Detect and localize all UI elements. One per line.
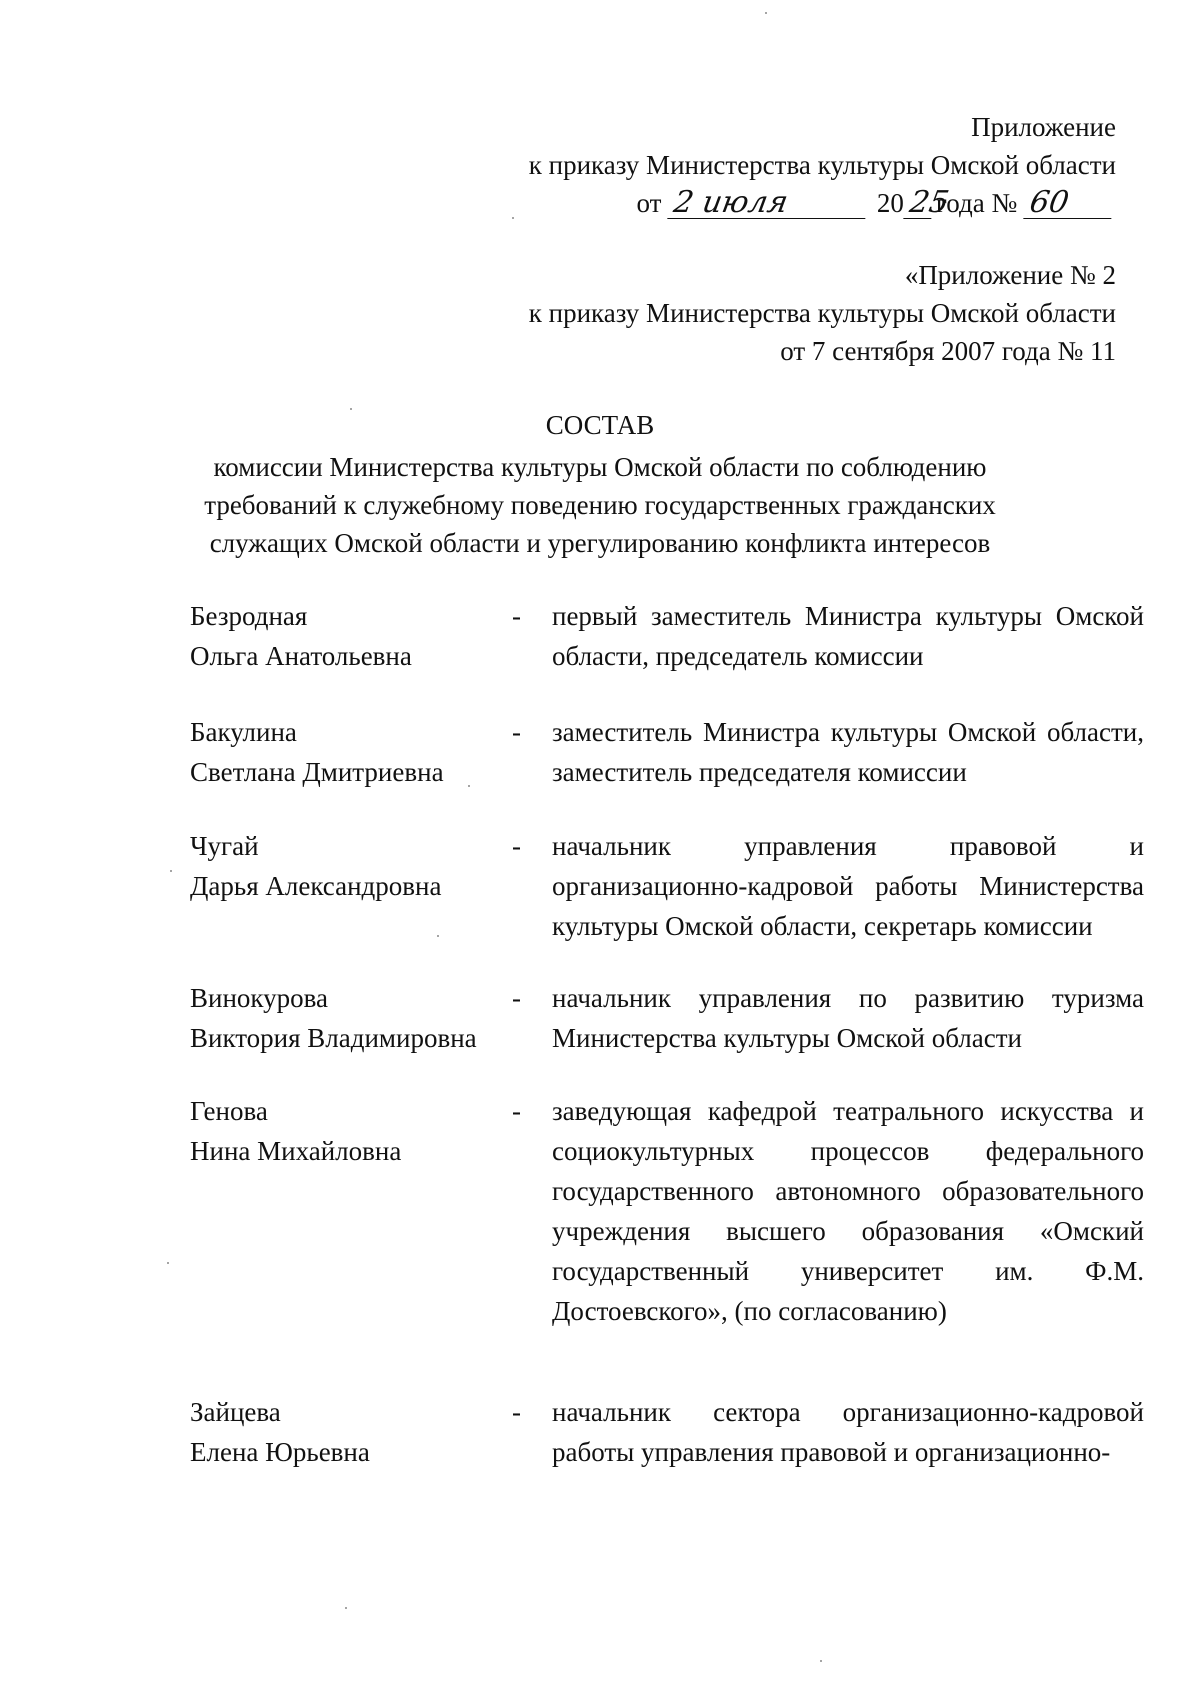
member-given-names: Дарья Александровна xyxy=(190,871,442,901)
handwritten-order-number: 60 xyxy=(1023,188,1116,219)
member-surname: Генова xyxy=(190,1096,268,1126)
member-dash: - xyxy=(512,1096,521,1126)
scan-speck xyxy=(512,217,514,219)
header-date-prefix: от xyxy=(636,188,662,218)
member-dash: - xyxy=(512,983,521,1013)
header-year-suffix: года № xyxy=(935,188,1018,218)
member-given-names: Ольга Анатольевна xyxy=(190,641,412,671)
scan-speck xyxy=(345,1607,347,1609)
document-subtitle-line-1: комиссии Министерства культуры Омской области по соблюдению xyxy=(213,452,987,482)
member-dash: - xyxy=(512,831,521,861)
member-description: заведующая кафедрой театрального искусства и социокультурных процессов федерального государственного автономного образовательного учреждения высшего образования «Омский государственный университет им. Ф.М. Достоевского», (по согласованию) xyxy=(552,1096,1144,1326)
handwritten-year: 25 xyxy=(903,188,936,219)
scan-speck xyxy=(437,935,439,937)
header-year-prefix: 20 xyxy=(876,188,904,218)
scan-speck xyxy=(765,12,767,14)
member-given-names: Нина Михайловна xyxy=(190,1136,402,1166)
member-surname: Чугай xyxy=(190,831,259,861)
member-surname: Винокурова xyxy=(190,983,329,1013)
member-dash: - xyxy=(512,1397,521,1427)
annex-date: от 7 сентября 2007 года № 11 xyxy=(780,336,1116,366)
annex-order-reference: к приказу Министерства культуры Омской области xyxy=(528,298,1116,328)
member-description: первый заместитель Министра культуры Омской области, председатель комиссии xyxy=(552,601,1144,671)
scan-speck xyxy=(468,785,470,787)
member-surname: Безродная xyxy=(190,601,308,631)
scan-speck xyxy=(820,1660,822,1662)
header-order-reference: к приказу Министерства культуры Омской области xyxy=(528,150,1116,180)
scan-speck xyxy=(167,1262,169,1264)
handwritten-date: 2 июля xyxy=(667,188,870,219)
member-surname: Бакулина xyxy=(190,717,297,747)
scan-speck xyxy=(170,870,172,872)
member-given-names: Светлана Дмитриевна xyxy=(190,757,444,787)
scan-speck xyxy=(350,408,352,410)
member-description: начальник управления по развитию туризма Министерства культуры Омской области xyxy=(552,983,1144,1053)
document-heading: СОСТАВ xyxy=(545,410,655,440)
member-dash: - xyxy=(512,717,521,747)
member-given-names: Елена Юрьевна xyxy=(190,1437,370,1467)
member-description: начальник управления правовой и организационно-кадровой работы Министерства культуры Омской области, секретарь комиссии xyxy=(552,831,1144,941)
document-subtitle-line-3: служащих Омской области и урегулированию конфликта интересов xyxy=(209,528,991,558)
member-given-names: Виктория Владимировна xyxy=(190,1023,477,1053)
annex-label: «Приложение № 2 xyxy=(904,260,1116,290)
header-date-line xyxy=(636,183,1116,223)
member-description: заместитель Министра культуры Омской области, заместитель председателя комиссии xyxy=(552,717,1144,787)
member-dash: - xyxy=(512,601,521,631)
document-subtitle-line-2: требований к служебному поведению государственных гражданских xyxy=(204,490,996,520)
header-appendix-label: Приложение xyxy=(971,112,1116,142)
member-surname: Зайцева xyxy=(190,1397,281,1427)
member-description: начальник сектора организационно-кадровой работы управления правовой и организационно- xyxy=(552,1397,1144,1467)
